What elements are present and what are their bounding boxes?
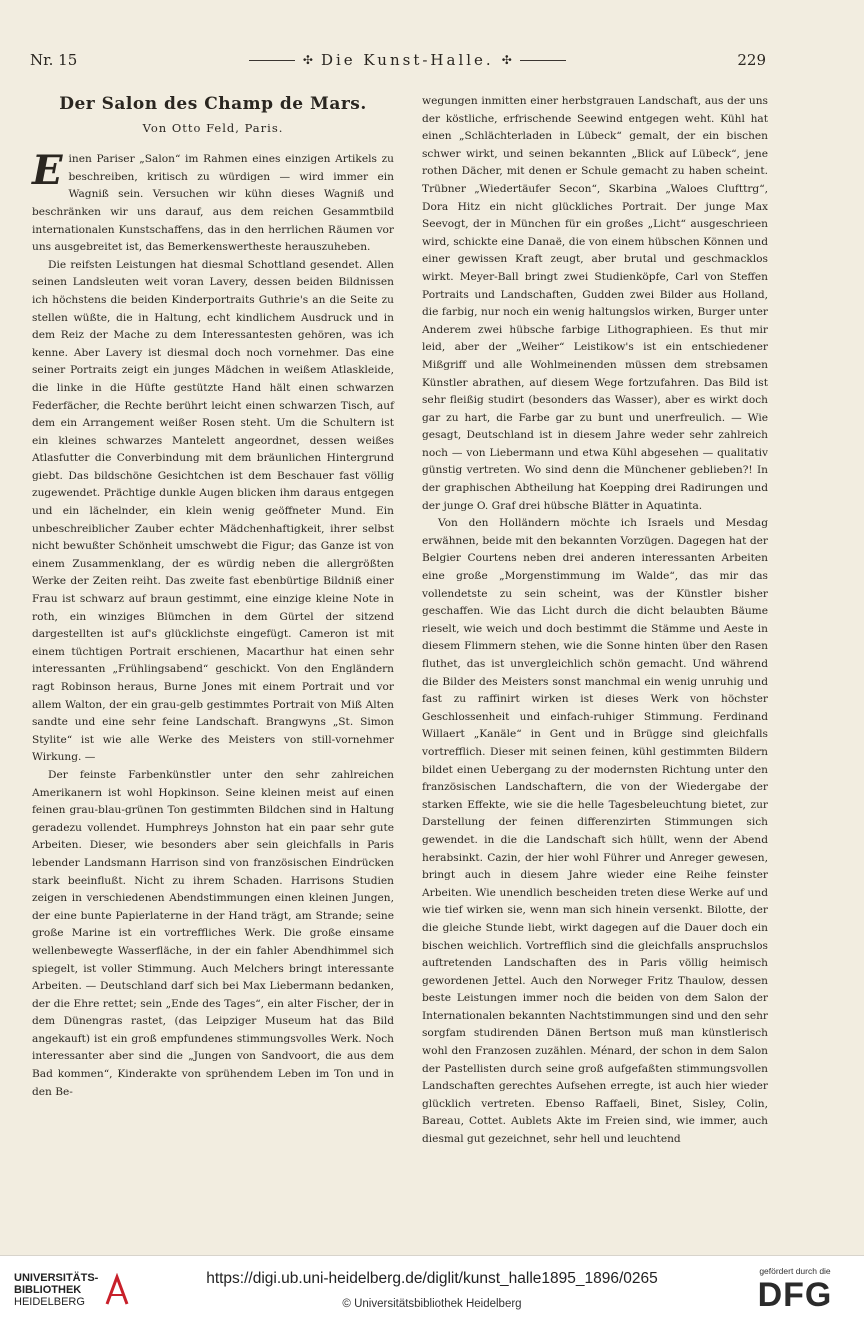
page-number: 229 <box>737 51 766 69</box>
ornament-icon: ✣ <box>302 53 313 67</box>
dfg-wordmark: DFG <box>757 1276 833 1314</box>
ornament-icon: ✣ <box>501 53 512 67</box>
paragraph <box>32 147 394 257</box>
paragraph: Von den Holländern möchte ich Israels und Mesdag erwähnen, beide mit den bekannten Vorzügen. Dagegen hat der Belgier Courtens neben drei anderen interessanten Arbeiten eine große „Morgenstimmung im Walde“, das mir das vollendetste zu sein scheint, was der Künstler bisher geschaffen. Wie das Licht durch die dicht belaubten Bäume rieselt, wie weich und doch bestimmt die Stämme und Aeste in diesem Flimmern stehen, wie die Sonne hinten über den Rasen fluthet, das ist unvergleichlich schön gemacht. Und während die Bilder des Meisters sonst manchmal ein wenig unruhig und fast zu raffinirt wirken ist dieses Werk von höchster Geschlossenheit und einfach-ruhiger Stimmung. Ferdinand Willaert „Kanäle“ in Gent und in Brügge sind gleichfalls vortrefflich. Dieser mit seinen feinen, kühl gestimmten Bildern bildet einen Uebergang zu der modernsten Richtung unter den französischen Landschaftern, die von der Wiedergabe der starken Effekte, wie sie die helle Tagesbeleuchtung bietet, zur Darstellung der feinen differenzirten Stimmungen sich gewendet. in die die Landschaft sich hüllt, wenn der Abend herabsinkt. Cazin, der hier wohl Führer und Anreger gewesen, bringt auch in diesem Jahre wieder eine Reihe feinster Arbeiten. Wie unendlich bescheiden treten diese Werke auf und wie tief wirken sie, wenn man sich hinein versenkt. Bilotte, der die gleiche Stunde liebt, wirkt dagegen auf die Dauer doch ein bischen weichlich. Vortrefflich sind die gleichfalls anspruchslos auftretenden Landschaften des in Paris völlig heimisch gewordenen Jettel. Auch den Norweger Fritz Thaulow, dessen beste Leistungen immer noch die beiden von dem Salon der Internationalen bekannten Nachtstimmungen sind und den sehr sorgfam studirenden Dänen Bertson muß man künstlerisch wohl den Franzosen zuzählen. Ménard, der schon in dem Salon der Pastellisten durch seine groß aufgefaßten stimmungsvollen Landschaften gerechtes Aufsehen erregte, ist auch hier wieder glücklich vertreten. Ebenso Raffaeli, Binet, Sisley, Colin, Bareau, Cottet. Aublets Akte im Freien sind, wie immer, auch diesmal gut gezeichnet, sehr hell und leuchtend <box>422 517 768 1146</box>
left-column <box>32 96 394 1101</box>
dfg-logo[interactable] <box>740 1266 850 1314</box>
header-rule-left <box>249 60 295 61</box>
article-title: Der Salon des Champ de Mars. <box>59 94 367 114</box>
funded-by-text: gefördert durch die <box>759 1266 831 1276</box>
paragraph: Der feinste Farbenkünstler unter den sehr zahlreichen Amerikanern ist wohl Hopkinson. Seine kleinen meist auf einen feinen grau-blau-grünen Ton gestimmten Bildchen sind in Haltung geradezu vollendet. Humphreys Johnston hat ein paar sehr gute Arbeiten. Dieser, wie besonders aber sein gleichfalls in Paris lebender Landsmann Harrison sind von französischen Eindrücken stark beeinflußt. Nicht zu ihrem Schaden. Harrisons Studien zeigen in verschiedenen Abendstimmungen einen kleinen Jungen, der eine bunte Papierlaterne in der Hand trägt, am Strande; seine große Marine ist ein vortreffliches Werk. Die große einsame wellenbewegte Wasserfläche, in der ein fahler Abendhimmel sich spiegelt, ist voller Stimmung. Auch Melchers bringt interessante Arbeiten. — Deutschland darf sich bei Max Liebermann bedanken, der die Ehre rettet; sein „Ende des Tages“, ein alter Fischer, der in dem Dünengras rastet, (das Leipziger Museum hat das Bild angekauft) ist ein groß empfundenes stimmungsvolles Werk. Noch interessanter aber sind die „Jungen von Sandvoort, die aus dem Bad kommen“, Kinderakte von sprühendem Leben im Ton und in den Be- <box>32 768 394 1098</box>
journal-title-group <box>249 51 566 69</box>
library-name: UNIVERSITÄTS- BIBLIOTHEK HEIDELBERG <box>14 1272 99 1308</box>
issue-number: Nr. 15 <box>30 51 78 69</box>
paragraph: wegungen inmitten einer herbstgrauen Landschaft, aus der uns der köstliche, erfrischende Seewind entgegen weht. Kühl hat einen „Schlächterladen in Lübeck“ gemalt, der ein bischen schwer wirkt, und seinen bekannten „Blick auf Lübeck“, jene rothen Dächer, mit denen er Schule gemacht zu haben scheint. Trübner „Wiedertäufer Secon“, Skarbina „Waloes Clufttrg“, Dora Hitz ein nicht glückliches Portrait. Der junge Max Seevogt, der in München für ein großes „Licht“ ausgeschrieen wird, schickte eine Danaë, die von einem hübschen Können und einer gewissen Kraft zeugt, aber brutal und geschmacklos wirkt. Meyer-Ball bringt zwei Studienköpfe, Carl von Steffen Portraits und Landschaften, Gudden zwei Bilder aus Holland, die farbig, nur noch ein wenig haltungslos wirken, Burger unter Anderem zwei hübsche farbige Lithographieen. Es thut mir leid, aber der „Weiher“ Leistikow's ist ein entschiedener Mißgriff und alle Wohlmeinenden müssen dem strebsamen Künstler abrathen, auf diesem Wege fortzufahren. Das Bild ist sehr fleißig studirt (besonders das Wasser), aber es wirkt doch gar zu hart, die Farbe gar zu bunt und unerfreulich. — Wie gesagt, Deutschland ist in diesem Jahre weder sehr zahlreich noch — von Liebermann und etwa Kühl abgesehen — qualitativ günstig vertreten. Wo sind denn die Münchener geblieben?! In der graphischen Abtheilung hat Koepping drei Radirungen und der junge O. Graf drei hübsche Blätter in Aquatinta. <box>422 95 768 512</box>
paragraph: Die reifsten Leistungen hat diesmal Schottland gesendet. Allen seinen Landsleuten weit voran Lavery, dessen beiden Bildnissen ich höchstens die beiden Kinderportraits Guthrie's an die Seite zu stellen wüßte, die in Haltung, echt kindlichem Ausdruck und in dem Reiz der Mache zu dem Interessantesten gehören, was ich kenne. Aber Lavery ist diesmal doch noch vornehmer. Das eine seiner Portraits zeigt ein junges Mädchen in weißem Atlaskleide, die linke in die Hüfte gestützte Hand hält einen schwarzen Federfächer, die Rechte berührt leicht einen schwarzen Tisch, auf dem ein Arrangement weißer Rosen steht. Um die Schultern ist ein kleines schwarzes Mantelett angeordnet, dessen weißes Atlasfutter die Converbindung mit dem bräunlichen Hintergrund giebt. Das bildschöne Gesichtchen ist dem Beschauer fast völlig zugewendet. Prächtige dunkle Augen blicken ihm daraus entgegen und ein lächelnder, ein klein wenig geöffneter Mund. Ein unbeschreiblicher Zauber echter Mädchenhaftigkeit, ihrer selbst nicht bewußter Schönheit umschwebt die Figur; das Ganze ist von einem Zusammenklang, der es würdig neben die allergrößten Werke der Zeiten reiht. Das zweite fast ebenbürtige Bildniß einer Frau ist schwarz auf braun gestimmt, eine einzige kleine Note in roth, ein winziges Blümchen in dem Gürtel der sitzend dargestellten ist auf's glücklichste eingefügt. Cameron ist mit einem tüchtigen Portrait erschienen, Macarthur hat einen sehr interessanten „Frühlingsabend“ geschickt. Von den Engländern ragt Robinson heraus, Burne Jones mit einem Portrait und vor allem Walton, der ein grau-gelb gestimmtes Portrait von Miß Alten sandte und eine sehr feine Landschaft. Brangwyns „St. Simon Stylite“ ist wie alle Werke des Meisters von still-vornehmer Wirkung. — <box>32 258 394 764</box>
right-column <box>422 93 768 1149</box>
copyright-notice: © Universitätsbibliothek Heidelberg <box>342 1298 522 1310</box>
viewer-footer <box>0 1255 864 1323</box>
header-rule-right <box>520 60 566 61</box>
journal-title: Die Kunst-Halle. <box>320 51 494 69</box>
page-header <box>30 48 766 72</box>
drop-cap: E <box>32 147 63 195</box>
article-byline: Von Otto Feld, Paris. <box>142 120 284 135</box>
paragraph-text: inen Pariser „Salon“ im Rahmen eines einzigen Artikels zu beschreiben, kritisch zu würdigen — wird immer ein Wagniß sein. Versuchen wir kühn dieses Wagniß und beschränken wir uns darauf, aus dem reichen Gesammtbild internationalen Kunstschaffens, das in den herrlichen Räumen vor uns ausgebreitet ist, das Bemerkenswertheste herauszuheben. <box>32 153 394 254</box>
permalink-url[interactable]: https://digi.ub.uni-heidelberg.de/diglit/kunst_halle1895_1896/0265 <box>206 1270 658 1287</box>
